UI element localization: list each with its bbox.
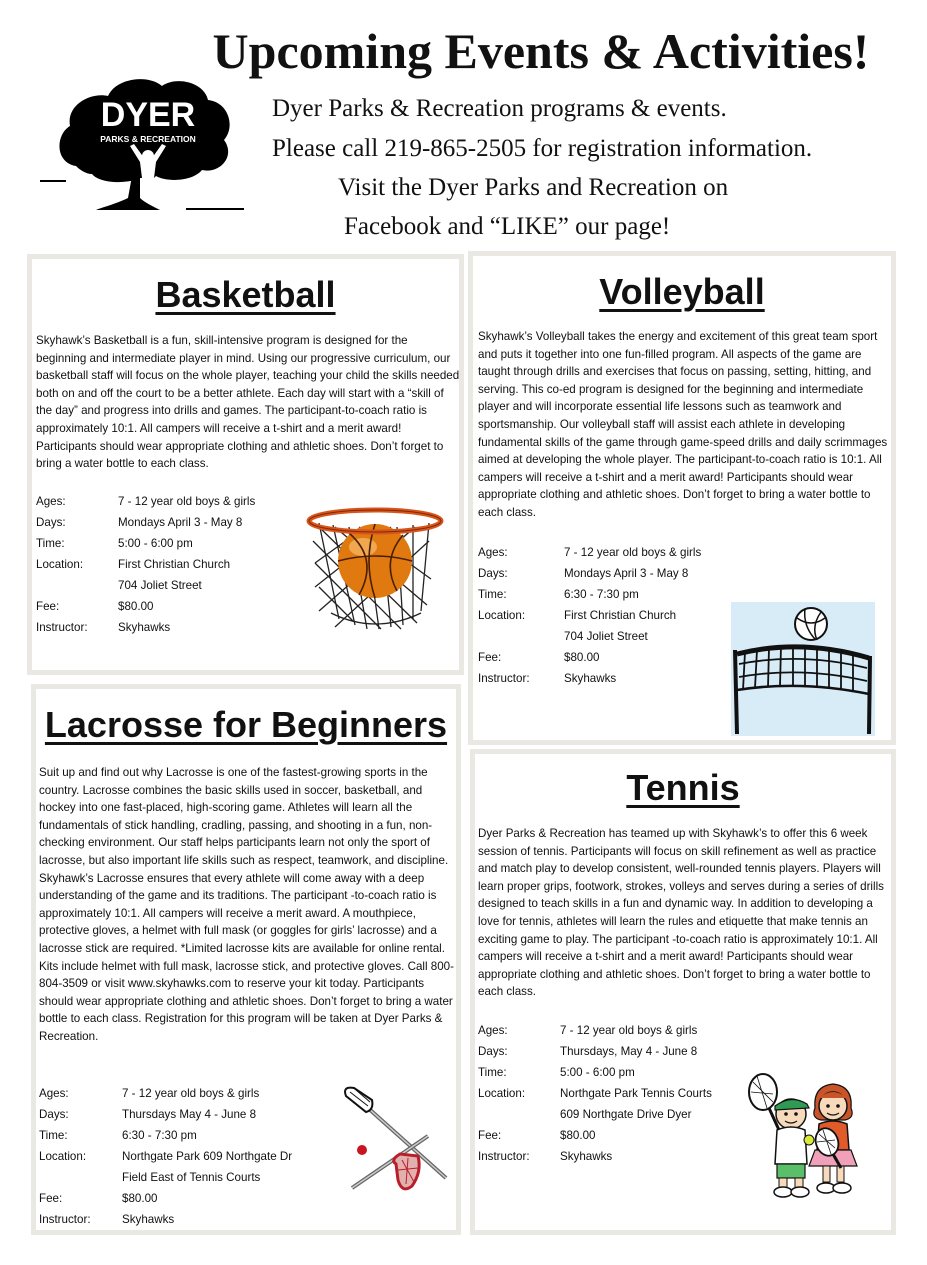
basketball-title: Basketball bbox=[155, 274, 336, 315]
info-row: Instructor: Skyhawks bbox=[36, 621, 171, 634]
lacrosse-info bbox=[39, 1083, 292, 1230]
tennis-card bbox=[470, 749, 896, 1235]
lacrosse-card bbox=[31, 684, 461, 1235]
info-row: Ages: 7 - 12 year old boys & girls bbox=[478, 546, 702, 559]
info-row: Location: First Christian Church bbox=[36, 558, 231, 571]
info-row: 609 Northgate Drive Dyer bbox=[560, 1108, 692, 1121]
info-row: Fee: $80.00 bbox=[478, 651, 600, 664]
info-row: Instructor: Skyhawks bbox=[478, 1150, 613, 1163]
info-row: 704 Joliet Street bbox=[564, 630, 648, 643]
basketball-hoop-icon bbox=[305, 501, 445, 635]
info-row: Days: Thursdays May 4 - June 8 bbox=[39, 1108, 257, 1121]
dyer-tree-logo-icon bbox=[36, 70, 252, 216]
info-row: Fee: $80.00 bbox=[36, 600, 154, 613]
info-row: Time: 6:30 - 7:30 pm bbox=[39, 1129, 197, 1142]
volleyball-card bbox=[468, 251, 896, 745]
logo-subtitle: PARKS & RECREATION bbox=[100, 134, 196, 144]
info-row: Location: First Christian Church bbox=[478, 609, 677, 622]
tennis-kids-icon bbox=[745, 1068, 867, 1200]
info-row: Location: Northgate Park 609 Northgate Dr bbox=[39, 1150, 293, 1163]
volleyball-title: Volleyball bbox=[599, 271, 765, 312]
basketball-info bbox=[36, 491, 255, 638]
info-row: Ages: 7 - 12 year old boys & girls bbox=[39, 1087, 260, 1100]
info-row: Field East of Tennis Courts bbox=[122, 1171, 261, 1184]
info-row: Ages: 7 - 12 year old boys & girls bbox=[478, 1024, 698, 1037]
lacrosse-description: Suit up and find out why Lacrosse is one of the fastest-growing sports in the country. Lacrosse combines the basic skills used in soccer, basketball, and hockey into one fast-placed, high-scoring game. Athletes will learn all the fundamentals of stick handling, cradling, passing, and shooting in a fun, non-checking environment. Our staff helps participants learn not only the sport of lacrosse, but also important life skills such as respect, teamwork, and discipline. Skyhawk’s Lacrosse ensures that every athlete will come away with a deep understanding of the game and its traditions. The participant -to-coach ratio is approximately 10:1. All campers will receive a merit award. A mouthpiece, protective gloves, a helmet with full mask (or goggles for girls’ lacrosse) and a lacrosse stick are required. *Limited lacrosse kits are available for online rental. Kits include helmet with full mask, lacrosse stick, and protective gloves. Call 800-804-3509 or visit www.skyhawks.com to reserve your kit today. Participants should wear appropriate clothing and athletic shoes. Don’t forget to bring a water bottle to each class. Registration for this program will be taken at Dyer Parks & Recreation. bbox=[39, 766, 454, 1043]
info-row: Fee: $80.00 bbox=[478, 1129, 596, 1142]
header-line-3: Visit the Dyer Parks and Recreation on bbox=[338, 174, 729, 201]
lacrosse-title: Lacrosse for Beginners bbox=[44, 704, 448, 745]
volleyball-net-icon bbox=[731, 602, 875, 736]
volleyball-description: Skyhawk’s Volleyball takes the energy and excitement of this great team sport and puts it together into one fun-filled program. All aspects of the game are taught through drills and exercises that focus on passing, setting, hitting, and serving. This co-ed program is designed for the beginning and intermediate player and will incorporate essential life lessons such as teamwork and sportsmanship. Our volleyball staff will assist each athlete in developing fundamental skills of the game through game-speed drills and daily scrimmages aimed at developing the whole player. The participant-to-coach ratio is 10:1. All campers will receive a t-shirt and a merit award! Participants should wear appropriate clothing and athletic shoes. Don’t forget to bring a water bottle to each class. bbox=[478, 330, 888, 519]
info-row: Ages: 7 - 12 year old boys & girls bbox=[36, 495, 256, 508]
info-row: Days: Mondays April 3 - May 8 bbox=[36, 516, 243, 529]
info-row: Instructor: Skyhawks bbox=[39, 1213, 175, 1226]
tennis-info bbox=[478, 1020, 712, 1167]
volleyball-info bbox=[478, 542, 701, 689]
lacrosse-sticks-icon bbox=[338, 1084, 456, 1202]
basketball-card bbox=[27, 254, 464, 675]
page-title: Upcoming Events & Activities! bbox=[212, 23, 870, 79]
header-line-2: Please call 219-865-2505 for registration information. bbox=[272, 135, 813, 162]
info-row: Fee: $80.00 bbox=[39, 1192, 158, 1205]
header-line-1: Dyer Parks & Recreation programs & events. bbox=[272, 95, 727, 122]
info-row: Time: 5:00 - 6:00 pm bbox=[36, 537, 193, 550]
info-row: Time: 6:30 - 7:30 pm bbox=[478, 588, 639, 601]
info-row: Time: 5:00 - 6:00 pm bbox=[478, 1066, 635, 1079]
tennis-title: Tennis bbox=[626, 767, 740, 808]
info-row: Days: Mondays April 3 - May 8 bbox=[478, 567, 689, 580]
header-line-4: Facebook and “LIKE” our page! bbox=[344, 213, 671, 240]
info-row: Instructor: Skyhawks bbox=[478, 672, 617, 685]
info-row: Days: Thursdays, May 4 - June 8 bbox=[478, 1045, 698, 1058]
info-row: 704 Joliet Street bbox=[118, 579, 202, 592]
tennis-description: Dyer Parks & Recreation has teamed up with Skyhawk’s to offer this 6 week session of tennis. Participants will focus on skill refinement as well as practice and match play to develop consistent, well-rounded tennis players. Players will learn proper grips, footwork, strokes, volleys and serves during a series of drills designed to teach skills in a fun and dynamic way. In addition to developing a love for tennis, athletes will learn the rules and etiquette that make tennis an exciting game to play. The participant -to-coach ratio is approximately 10:1. All campers will receive a t-shirt and a merit award! Participants should wear appropriate clothing and athletic shoes. Don’t forget to bring a water bottle to each class. bbox=[478, 827, 884, 999]
info-row: Location: Northgate Park Tennis Courts bbox=[478, 1087, 712, 1100]
basketball-description: Skyhawk’s Basketball is a fun, skill-intensive program is designed for the beginning and intermediate player in mind. Using our progressive curriculum, our basketball staff will focus on the whole player, teaching your child the skills needed both on and off the court to be a better athlete. Each day will start with a “skill of the day” and progress into drills and games. The participant-to-coach ratio is approximately 10:1. All campers will receive a t-shirt and a merit award! Participants should wear appropriate clothing and athletic shoes. Don’t forget to bring a water bottle to each class. bbox=[36, 334, 460, 471]
logo-name: DYER bbox=[100, 96, 196, 134]
